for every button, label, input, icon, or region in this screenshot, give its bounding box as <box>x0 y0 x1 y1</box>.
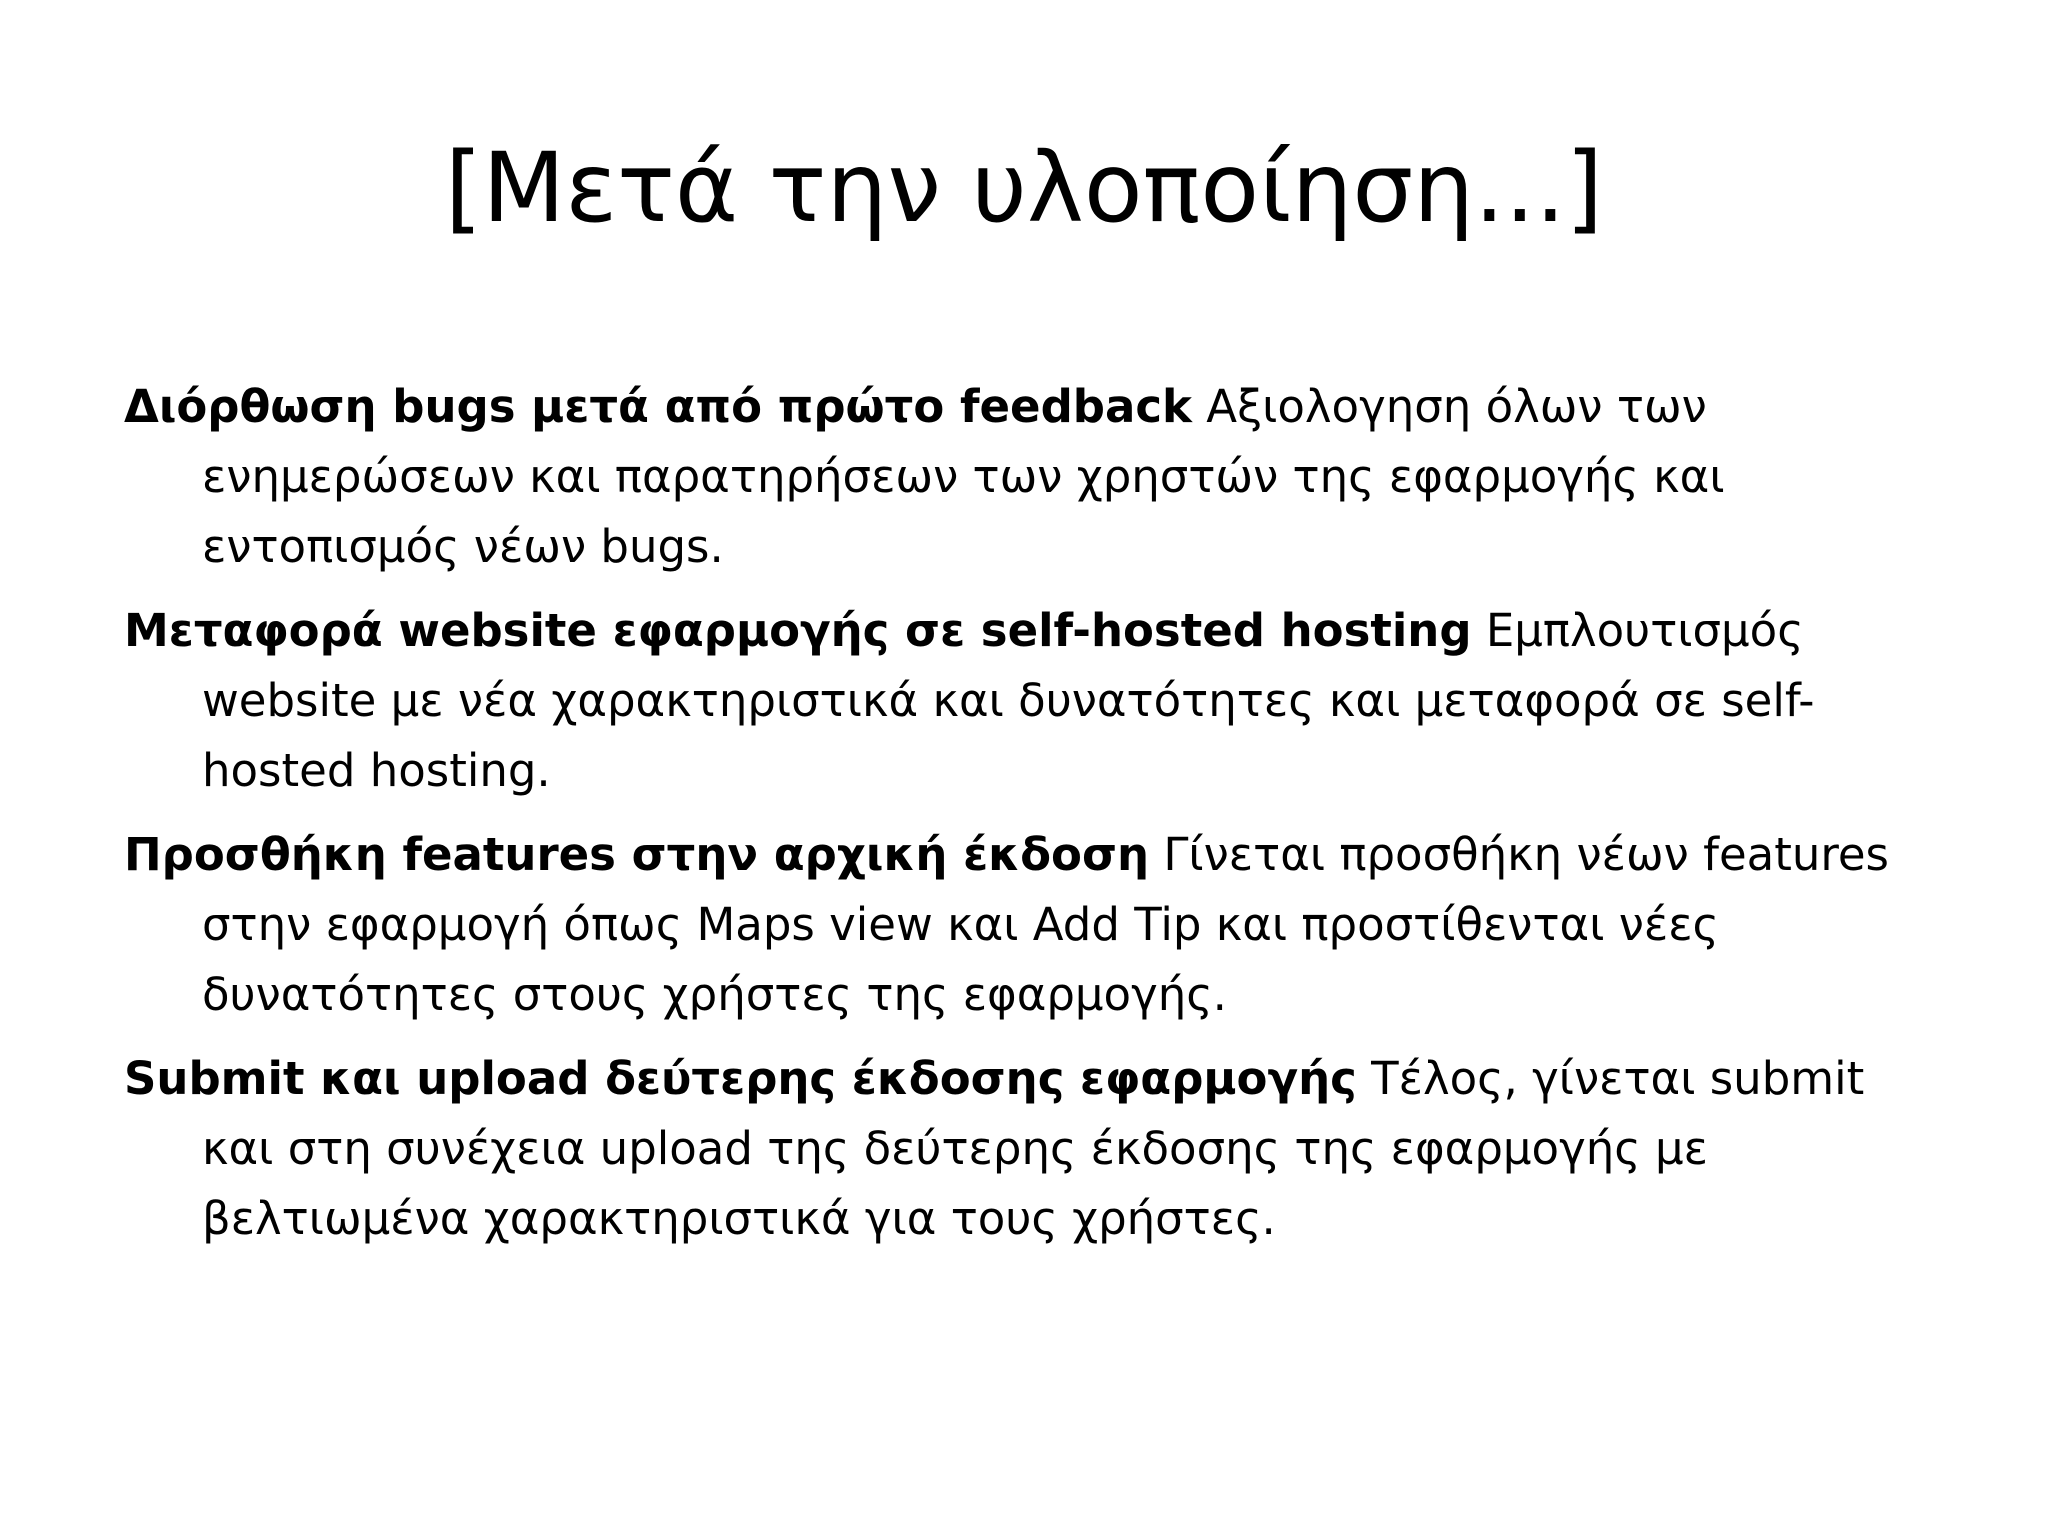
list-item <box>124 1044 1914 1254</box>
item-heading: Μεταφορά website εφαρμογής σε self-hosted hosting <box>124 604 1472 657</box>
slide-title: [Μετά την υλοποίηση...] <box>444 132 1604 244</box>
list-item <box>124 820 1914 1030</box>
slide-content <box>124 372 1914 1268</box>
item-heading: Submit και upload δεύτερης έκδοσης εφαρμογής <box>124 1052 1357 1105</box>
item-heading: Διόρθωση bugs μετά από πρώτο feedback <box>124 380 1192 433</box>
item-heading: Προσθήκη features στην αρχική έκδοση <box>124 828 1150 881</box>
item-body: Εμπλουτισμός website με νέα χαρακτηριστικά και δυνατότητες και μεταφορά σε self-hosted hosting. <box>202 604 1815 797</box>
item-body: Αξιολογηση όλων των ενημερώσεων και παρατηρήσεων των χρηστών της εφαρμογής και εντοπισμός νέων bugs. <box>202 380 1725 573</box>
list-item <box>124 372 1914 582</box>
item-body: Τέλος, γίνεται submit και στη συνέχεια upload της δεύτερης έκδοσης της εφαρμογής με βελτιωμένα χαρακτηριστικά για τους χρήστες. <box>202 1052 1865 1245</box>
list-item <box>124 596 1914 806</box>
item-body: Γίνεται προσθήκη νέων features στην εφαρμογή όπως Maps view και Add Tip και προστίθενται νέες δυνατότητες στους χρήστες της εφαρμογής. <box>202 828 1890 1021</box>
